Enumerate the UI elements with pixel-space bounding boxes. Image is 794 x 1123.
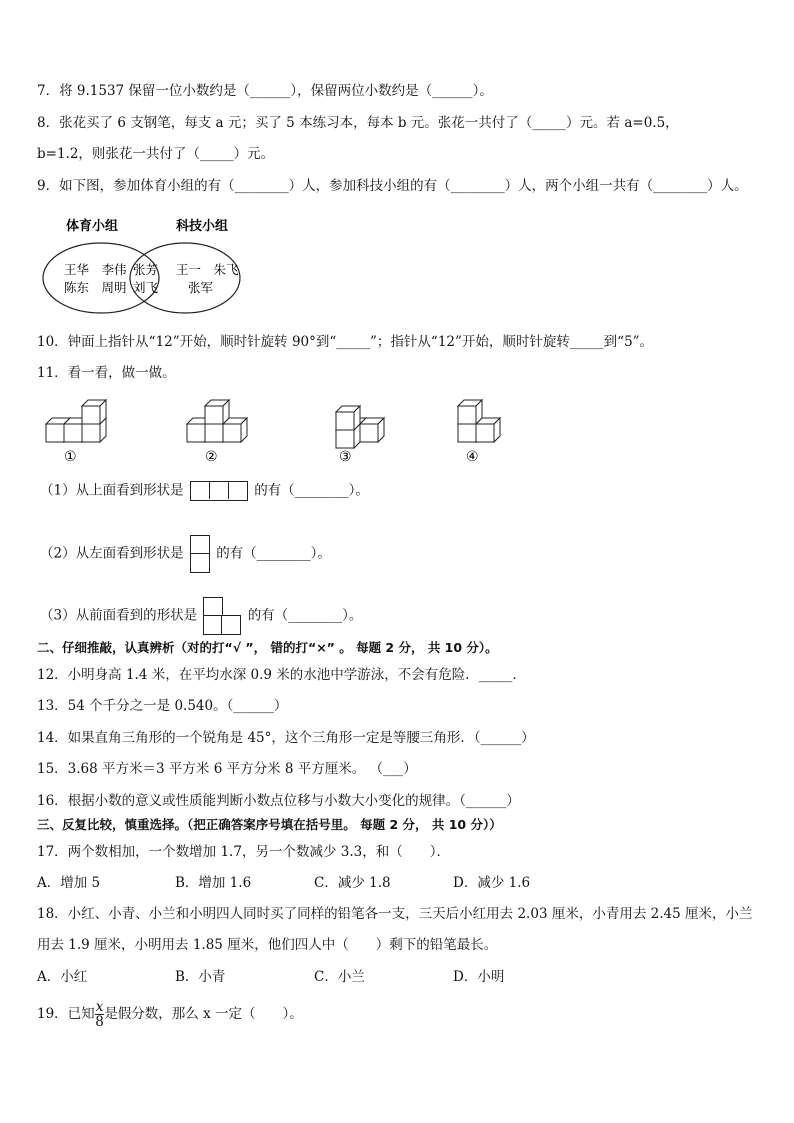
- question-8-line1: 8．张花买了 6 支钢笔，每支 a 元；买了 5 本练习本，每本 b 元。张花一共付了（_____）元。若 a=0.5，: [37, 115, 679, 131]
- question-10: 10．钟面上指针从“12”开始，顺时针旋转 90°到“_____”；指针从“12”开始，顺时针旋转_____到“5”。: [37, 334, 654, 350]
- figure-1: [46, 400, 106, 442]
- question-13: 13．54 个千分之一是 0.540。（______）: [37, 698, 288, 714]
- venn-mid-row1: 张芳: [133, 262, 159, 277]
- figure-label-1: ①: [64, 449, 77, 465]
- fraction-numerator: x: [95, 999, 104, 1015]
- q11-1-prefix: （1）从上面看到形状是: [40, 482, 184, 499]
- question-11: 11．看一看，做一做。: [37, 365, 176, 381]
- q17-option-d: D．减少 1.6: [453, 875, 531, 891]
- section-3-heading: 三、反复比较，慎重选择。（把正确答案序号填在括号里。 每题 2 分， 共 10 分））: [37, 817, 502, 832]
- q17-option-b: B．增加 1.6: [175, 875, 252, 891]
- q11-2-prefix: （2）从左面看到形状是: [40, 545, 184, 562]
- q18-option-d: D．小明: [453, 969, 505, 985]
- q17-option-c: C．减少 1.8: [314, 875, 391, 891]
- fraction-x-over-8: [95, 1000, 105, 1029]
- question-18-line2: 用去 1.9 厘米，小明用去 1.85 厘米，他们四人中（ ）剩下的铅笔最长。: [37, 937, 498, 953]
- question-11-3: [40, 597, 362, 635]
- figure-label-4: ④: [466, 449, 479, 465]
- cube-figures: [40, 398, 510, 466]
- figure-label-2: ②: [205, 449, 218, 465]
- venn-mid-row2: 刘飞: [133, 280, 159, 295]
- venn-circle-right: [130, 243, 240, 313]
- question-12: 12．小明身高 1.4 米，在平均水深 0.9 米的水池中学游泳，不会有危险．_____．: [37, 667, 527, 683]
- question-18-line1: 18．小红、小青、小兰和小明四人同时买了同样的铅笔各一支，三天后小红用去 2.03 厘米，小青用去 2.45 厘米，小兰: [37, 906, 753, 922]
- question-15: 15．3.68 平方米＝3 平方米 6 平方分米 8 平方厘米。 （___）: [37, 761, 417, 777]
- figure-2: [187, 400, 247, 442]
- venn-right-row2: 张军: [188, 280, 214, 295]
- question-19: [37, 1000, 303, 1029]
- figure-3: [336, 406, 384, 448]
- question-17: 17．两个数相加，一个数增加 1.7，另一个数减少 3.3，和（ ）．: [37, 844, 450, 860]
- venn-circle-left: [43, 243, 159, 313]
- question-7: 7．将 9.1537 保留一位小数约是（______），保留两位小数约是（______）。: [37, 83, 493, 99]
- q19-prefix: 19．已知: [37, 1006, 95, 1022]
- q18-option-c: C．小兰: [314, 969, 365, 985]
- venn-label-left: 体育小组: [66, 219, 119, 234]
- top-view-shape: [190, 481, 248, 501]
- q18-option-b: B．小青: [175, 969, 226, 985]
- front-view-shape: [203, 597, 241, 635]
- q17-option-a: A．增加 5: [37, 875, 101, 891]
- q19-suffix: 是假分数，那么 x 一定（ ）。: [104, 1006, 303, 1022]
- q11-1-suffix: 的有（________）。: [254, 482, 369, 499]
- q11-3-suffix: 的有（________）。: [247, 607, 363, 624]
- question-8-line2: b=1.2，则张花一共付了（_____）元。: [37, 146, 275, 162]
- question-14: 14．如果直角三角形的一个锐角是 45°，这个三角形一定是等腰三角形．（______）: [37, 730, 535, 746]
- venn-diagram: [38, 210, 250, 318]
- question-11-2: [40, 535, 331, 573]
- venn-label-right: 科技小组: [176, 219, 229, 234]
- figure-label-3: ③: [339, 449, 352, 465]
- figure-4: [458, 400, 500, 442]
- q11-2-suffix: 的有（________）。: [216, 545, 331, 562]
- left-view-shape: [190, 535, 210, 573]
- question-16: 16．根据小数的意义或性质能判断小数点位移与小数大小变化的规律。（______）: [37, 793, 520, 809]
- question-9: 9．如下图，参加体育小组的有（________）人，参加科技小组的有（________）人，两个小组一共有（________）人。: [37, 178, 748, 194]
- fraction-denominator: 8: [95, 1014, 104, 1030]
- venn-right-row1: 王一 朱飞: [176, 262, 239, 277]
- question-11-1: [40, 481, 369, 501]
- venn-left-row2: 陈东 周明: [64, 280, 127, 295]
- q18-option-a: A．小红: [37, 969, 88, 985]
- venn-left-row1: 王华 李伟: [64, 262, 127, 277]
- section-2-heading: 二、仔细推敲，认真辨析（对的打“√ ”， 错的打“×” 。 每题 2 分， 共 10 分）。: [37, 640, 498, 655]
- q11-3-prefix: （3）从前面看到的形状是: [40, 607, 198, 624]
